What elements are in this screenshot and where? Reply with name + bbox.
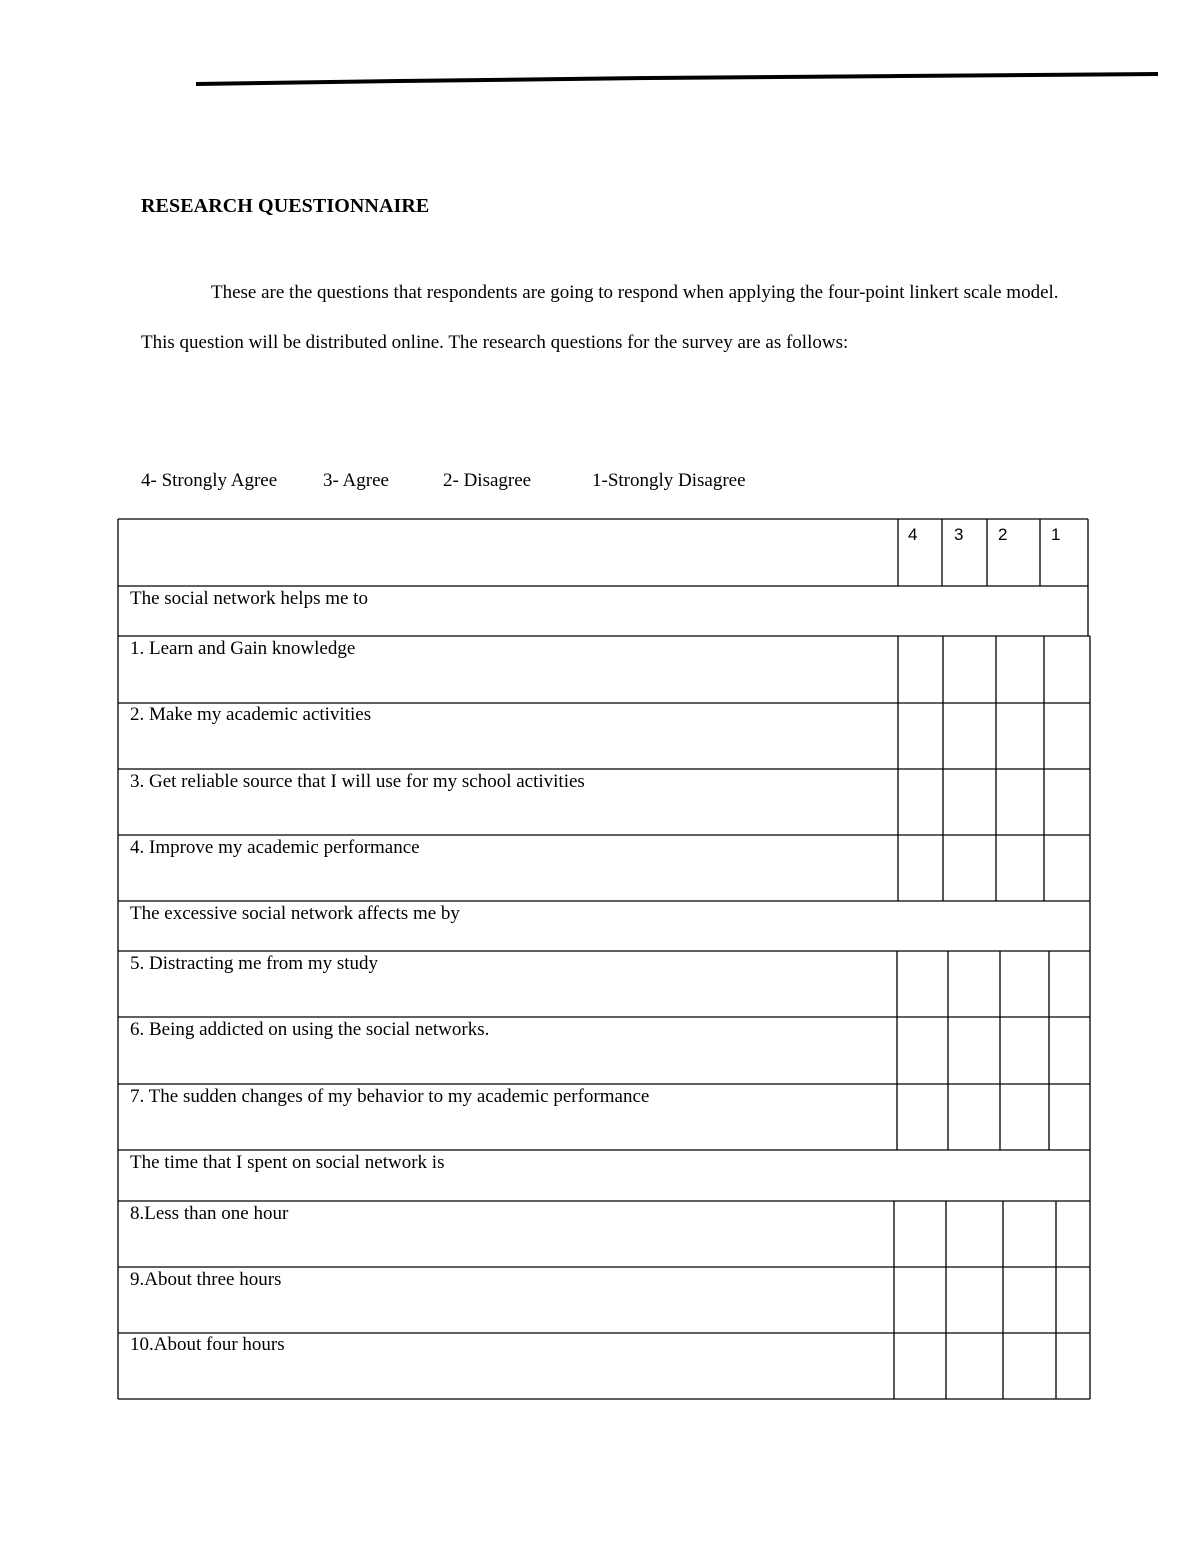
question-item-3: 3. Get reliable source that I will use for my school activities (130, 771, 585, 792)
question-item-9: 9.About three hours (130, 1269, 282, 1290)
document-title: RESEARCH QUESTIONNAIRE (141, 195, 430, 217)
section-heading-helps: The social network helps me to (130, 588, 368, 609)
question-item-2: 2. Make my academic activities (130, 704, 372, 725)
rating-cell-q8-3[interactable] (948, 1203, 1001, 1265)
rating-cell-q3-3[interactable] (945, 771, 994, 833)
rating-cell-q9-2[interactable] (1005, 1269, 1054, 1331)
rating-cell-q5-4[interactable] (899, 953, 946, 1015)
rating-cell-q10-3[interactable] (948, 1335, 1001, 1397)
scale-legend-1: 1-Strongly Disagree (592, 470, 746, 491)
rating-cell-q6-4[interactable] (899, 1019, 946, 1082)
rating-cell-q1-4[interactable] (900, 638, 941, 701)
rating-cell-q9-1[interactable] (1058, 1269, 1088, 1331)
question-item-8: 8.Less than one hour (130, 1203, 289, 1224)
rating-cell-q2-2[interactable] (998, 705, 1042, 767)
rating-cell-q5-3[interactable] (950, 953, 998, 1015)
question-item-1: 1. Learn and Gain knowledge (130, 638, 356, 659)
rating-cell-q3-1[interactable] (1046, 771, 1088, 833)
rating-header-4: 4 (908, 525, 918, 544)
rating-cell-q7-4[interactable] (899, 1086, 946, 1148)
rating-cell-q10-4[interactable] (896, 1335, 944, 1397)
rating-cell-q10-1[interactable] (1058, 1335, 1088, 1397)
rating-cell-q1-1[interactable] (1046, 638, 1088, 701)
scale-legend-3: 3- Agree (323, 470, 389, 491)
scale-legend-4: 4- Strongly Agree (141, 470, 278, 491)
header-rule (0, 0, 1200, 110)
intro-paragraph: These are the questions that respondents are going to respond when applying the four-point linkert scale model. This question will be distributed online. The research questions for the survey are as follows: (141, 282, 1059, 353)
question-item-4: 4. Improve my academic performance (130, 837, 420, 858)
rating-cell-q4-3[interactable] (945, 837, 994, 899)
scale-legend-2: 2- Disagree (443, 470, 532, 491)
rating-cell-q6-2[interactable] (1002, 1019, 1047, 1082)
question-item-5: 5. Distracting me from my study (130, 953, 379, 974)
rating-cell-q1-2[interactable] (998, 638, 1042, 701)
rating-cell-q9-4[interactable] (896, 1269, 944, 1331)
rating-cell-q2-4[interactable] (900, 705, 941, 767)
rating-cell-q1-3[interactable] (945, 638, 994, 701)
rating-cell-q4-4[interactable] (900, 837, 941, 899)
rating-cell-q2-1[interactable] (1046, 705, 1088, 767)
rating-header-2: 2 (998, 525, 1008, 544)
rating-cell-q7-1[interactable] (1051, 1086, 1088, 1148)
question-item-7: 7. The sudden changes of my behavior to my academic performance (130, 1086, 650, 1107)
rating-cell-q6-3[interactable] (950, 1019, 998, 1082)
rating-cell-q7-3[interactable] (950, 1086, 998, 1148)
rating-cell-q6-1[interactable] (1051, 1019, 1088, 1082)
rating-cell-q9-3[interactable] (948, 1269, 1001, 1331)
rating-cell-q3-2[interactable] (998, 771, 1042, 833)
rating-cell-q8-2[interactable] (1005, 1203, 1054, 1265)
question-item-10: 10.About four hours (130, 1334, 285, 1355)
rating-cell-q8-4[interactable] (896, 1203, 944, 1265)
rating-cell-q4-2[interactable] (998, 837, 1042, 899)
question-item-6: 6. Being addicted on using the social networks. (130, 1019, 490, 1040)
rating-cell-q10-2[interactable] (1005, 1335, 1054, 1397)
rating-header-1: 1 (1051, 525, 1061, 544)
rating-cell-q5-1[interactable] (1051, 953, 1088, 1015)
section-heading-affects: The excessive social network affects me by (130, 903, 460, 924)
rating-cell-q2-3[interactable] (945, 705, 994, 767)
rating-cell-q3-4[interactable] (900, 771, 941, 833)
rating-cell-q7-2[interactable] (1002, 1086, 1047, 1148)
rating-header-3: 3 (954, 525, 964, 544)
section-heading-time: The time that I spent on social network is (130, 1152, 445, 1173)
rating-cell-q8-1[interactable] (1058, 1203, 1088, 1265)
rating-cell-q5-2[interactable] (1002, 953, 1047, 1015)
rating-cell-q4-1[interactable] (1046, 837, 1088, 899)
